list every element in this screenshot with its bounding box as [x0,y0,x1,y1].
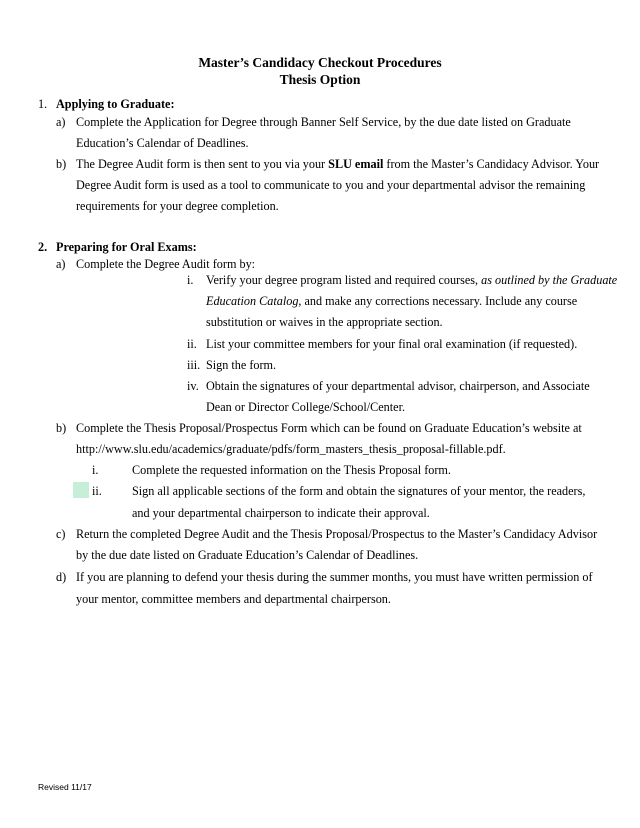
section1-a-line2: Education’s Calendar of Deadlines. [76,136,249,150]
section1-heading: Applying to Graduate: [56,97,175,111]
section1-b-line1-post: from the Master’s Candidacy Advisor. Your [386,157,600,171]
catalog-reference-italic: as outlined by the Graduate [481,273,618,287]
section2-a-text: Complete the Degree Audit form by: [76,257,256,271]
section1-number: 1. [38,97,48,111]
section2-a-iv-line1: Obtain the signatures of your departmental advisor, chairperson, and Associate [206,379,590,393]
section1-b-label: b) [56,157,67,171]
section2-a-i-line2 [206,293,577,309]
catalog-name-italic: Education Catalog [206,294,299,308]
revision-note: Revised 11/17 [38,782,92,792]
section2-c-label: c) [56,527,66,541]
section2-b-line1: Complete the Thesis Proposal/Prospectus Form which can be found on Graduate Education’s website at [76,421,582,435]
section1-b-line1 [76,156,599,172]
section1-a-label: a) [56,115,66,129]
section2-b-i-label: i. [92,463,99,477]
section2-b-ii-line1: Sign all applicable sections of the form and obtain the signatures of your mentor, the readers, [132,484,586,498]
slu-email-emphasis: SLU email [328,157,384,171]
section2-b-i-text: Complete the requested information on the Thesis Proposal form. [132,463,451,477]
section2-a-iii-text: Sign the form. [206,358,277,372]
section2-a-iv-line2: Dean or Director College/School/Center. [206,400,406,414]
section1-b-line3: requirements for your degree completion. [76,199,279,213]
section1-a-line1: Complete the Application for Degree through Banner Self Service, by the due date listed on Graduate [76,115,571,129]
section2-d-line1: If you are planning to defend your thesis during the summer months, you must have written permission of [76,570,593,584]
section2-b-url: http://www.slu.edu/academics/graduate/pdfs/form_masters_thesis_proposal-fillable.pdf. [76,442,506,456]
text-highlight-mark [73,482,89,498]
section2-a-label: a) [56,257,66,271]
section2-number: 2. [38,240,48,254]
section1-b-line1-pre: The Degree Audit form is then sent to you via your [76,157,326,171]
page-title: Master’s Candidacy Checkout Procedures [198,55,442,70]
section2-c-line2: by the due date listed on Graduate Education’s Calendar of Deadlines. [76,548,419,562]
section2-a-ii-text: List your committee members for your final oral examination (if requested). [206,337,578,351]
section1-b-line2: Degree Audit form is used as a tool to communicate to you and your departmental advisor the remaining [76,178,586,192]
section2-b-ii-line2: and your departmental chairperson to indicate their approval. [132,506,430,520]
section2-d-label: d) [56,570,67,584]
section2-a-i-line1-pre: Verify your degree program listed and required courses, [206,273,479,287]
section2-b-label: b) [56,421,67,435]
section2-d-line2: your mentor, committee members and departmental chairperson. [76,592,391,606]
section2-a-iv-label: iv. [187,379,199,393]
section2-c-line1: Return the completed Degree Audit and the Thesis Proposal/Prospectus to the Master’s Candidacy Advisor [76,527,598,541]
section2-a-i-line2-post: , and make any corrections necessary. Include any course [298,294,578,308]
section2-a-ii-label: ii. [187,337,197,351]
section2-b-ii-label: ii. [92,484,102,498]
section2-a-i-line3: substitution or waives in the appropriate section. [206,315,443,329]
section2-a-i-label: i. [187,273,194,287]
section2-a-iii-label: iii. [187,358,201,372]
section2-heading: Preparing for Oral Exams: [56,240,197,254]
page-subtitle: Thesis Option [279,72,361,87]
section2-a-i-line1 [206,272,617,288]
